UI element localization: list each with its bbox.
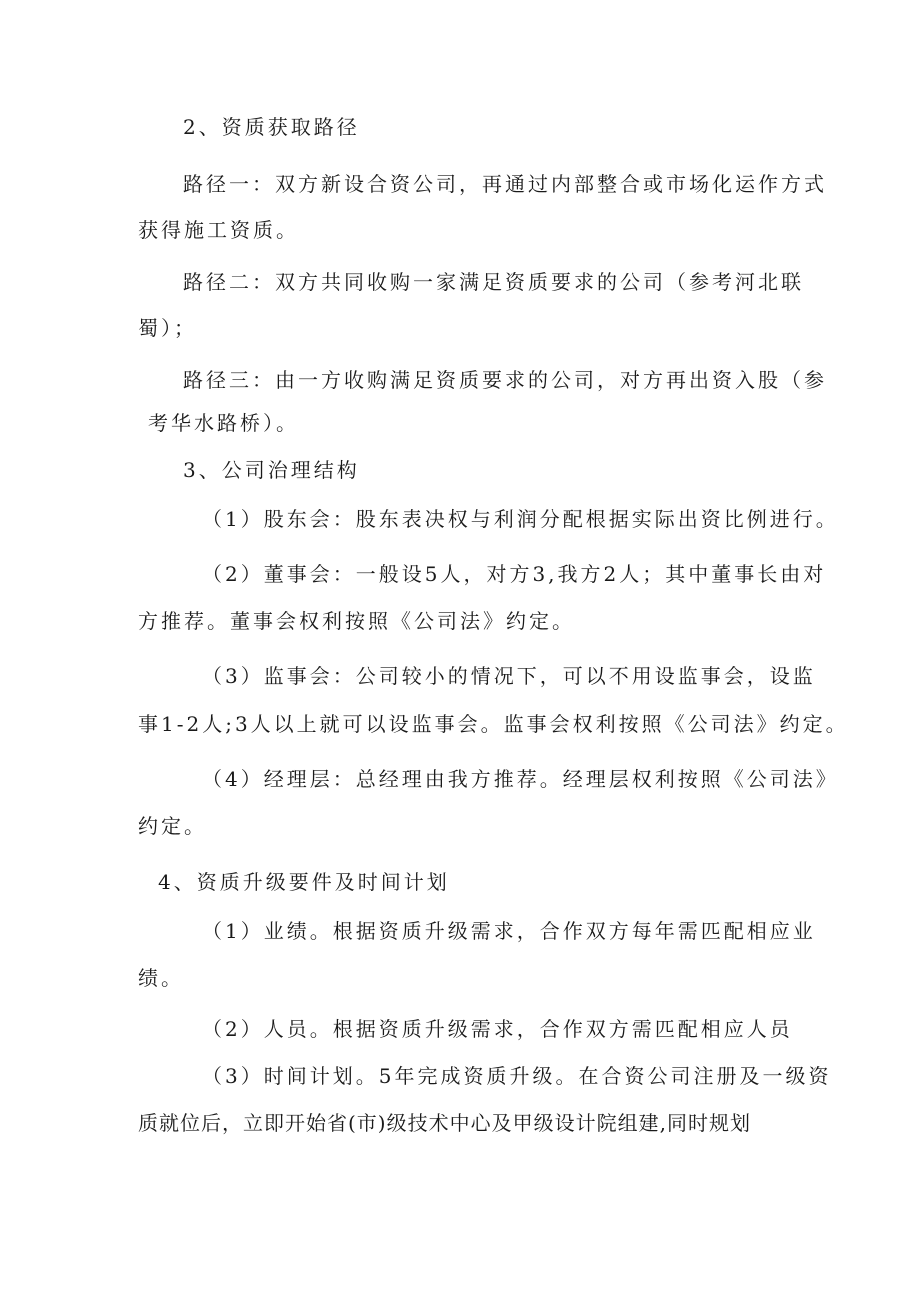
path-2-line-2: 蜀）； xyxy=(138,316,197,340)
upgrade-item-3-line-2: 质就位后，立即开始省(市)级技术中心及甲级设计院组建,同时规划 xyxy=(138,1111,751,1135)
section-4-heading: 4、资质升级要件及时间计划 xyxy=(158,870,450,894)
governance-item-4-line-2: 约定。 xyxy=(138,814,207,838)
upgrade-item-1-line-1: （1）业绩。根据资质升级需求，合作双方每年需匹配相应业 xyxy=(202,919,816,943)
governance-item-2-line-1: （2）董事会：一般设5人，对方3,我方2人；其中董事长由对 xyxy=(202,562,827,586)
governance-item-4-line-1: （4）经理层：总经理由我方推荐。经理层权利按照《公司法》 xyxy=(202,767,839,791)
upgrade-item-3-line-1: （3）时间计划。5年完成资质升级。在合资公司注册及一级资 xyxy=(202,1064,832,1088)
path-2-line-1: 路径二：双方共同收购一家满足资质要求的公司（参考河北联 xyxy=(183,270,804,294)
path-1-line-1: 路径一：双方新设合资公司，再通过内部整合或市场化运作方式 xyxy=(183,172,827,196)
section-3-heading: 3、公司治理结构 xyxy=(183,458,360,482)
governance-item-3-line-1: （3）监事会：公司较小的情况下，可以不用设监事会，设监 xyxy=(202,664,816,688)
upgrade-item-2-line-1: （2）人员。根据资质升级需求，合作双方需匹配相应人员 xyxy=(202,1017,793,1041)
governance-item-1-line-1: （1）股东会：股东表决权与利润分配根据实际出资比例进行。 xyxy=(202,507,839,531)
governance-item-2-line-2: 方推荐。董事会权利按照《公司法》约定。 xyxy=(138,609,575,633)
section-2-heading: 2、资质获取路径 xyxy=(183,115,360,139)
upgrade-item-1-line-2: 绩。 xyxy=(138,966,184,990)
path-1-line-2: 获得施工资质。 xyxy=(138,218,299,242)
path-3-line-1: 路径三：由一方收购满足资质要求的公司，对方再出资入股（参 xyxy=(183,368,827,392)
governance-item-3-line-2: 事1-2人;3人以上就可以设监事会。监事会权利按照《公司法》约定。 xyxy=(138,712,849,736)
path-3-line-2: 考华水路桥）。 xyxy=(148,411,299,435)
